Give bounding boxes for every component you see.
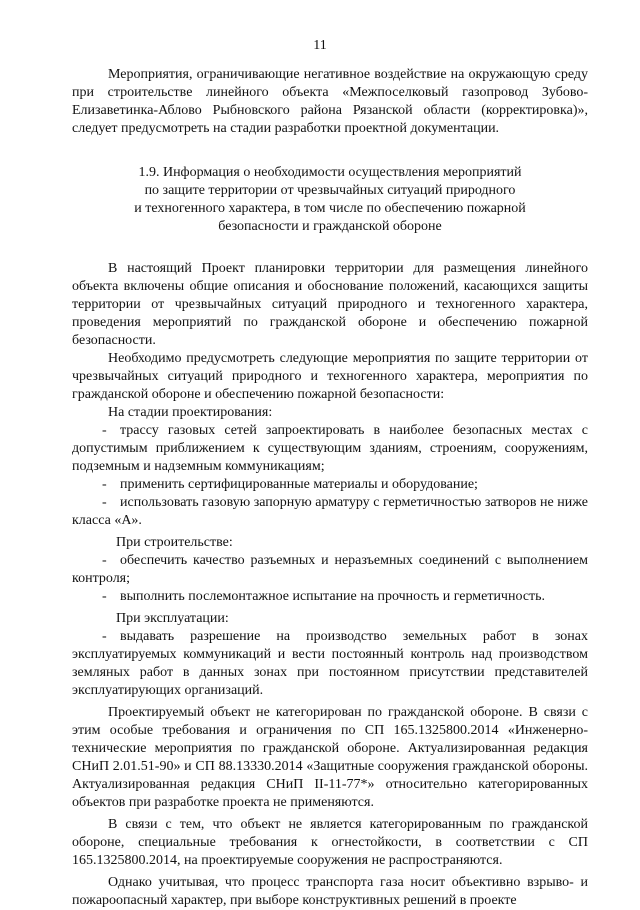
dash-marker: - (102, 477, 107, 492)
dash-marker: - (102, 495, 107, 510)
dash-marker: - (102, 589, 107, 604)
dash-marker: - (102, 629, 107, 644)
heading-line-1: 1.9. Информация о необходимости осуществления мероприятий (138, 165, 522, 180)
construction-item-2 (72, 588, 588, 606)
paragraph-5: Однако учитывая, что процесс транспорта газа носит объективно взрыво- и пожароопасный характер, при выборе конструктивных решений в проекте (72, 875, 588, 908)
paragraph-3: Проектируемый объект не категорирован по гражданской обороне. В связи с этим особые требования и ограничения по СП 165.1325800.2014 «Инженерно-технические мероприятия по гражданской обороне. Актуализированная редакция СНиП 2.01.51-90» и СП 88.13330.2014 «Защитные сооружения гражданской обороны. Актуализированная редакция СНиП II-11-77*» относительно категорированных объектов при разработке проекта не применяются. (72, 705, 588, 810)
operation-item-1 (72, 628, 588, 700)
document-body (72, 66, 588, 910)
construction-item-1-text: обеспечить качество разъемных и неразъемных соединений с выполнением контроля; (72, 553, 588, 586)
operation-stage-label: При эксплуатации: (116, 611, 229, 626)
design-item-1-text: трассу газовых сетей запроектировать в наиболее безопасных местах с допустимым приближением к существующим зданиям, строениям, сооружениям, подземным и надземным коммуникациям; (72, 423, 588, 474)
dash-marker: - (102, 423, 107, 438)
design-item-2-text: применить сертифицированные материалы и оборудование; (120, 477, 478, 492)
heading-line-2: по защите территории от чрезвычайных ситуаций природного (144, 183, 516, 198)
heading-line-3: и техногенного характера, в том числе по обеспечению пожарной (134, 201, 526, 216)
design-item-3-text: использовать газовую запорную арматуру с герметичностью затворов не ниже класса «А». (72, 495, 588, 528)
section-heading (72, 164, 588, 236)
paragraph-4: В связи с тем, что объект не является категорированным по гражданской обороне, специальные требования к огнестойкости, в соответствии с СП 165.1325800.2014, на проектируемые сооружения не распространяются. (72, 817, 588, 868)
construction-item-2-text: выполнить послемонтажное испытание на прочность и герметичность. (120, 589, 546, 604)
design-item-1 (72, 422, 588, 476)
paragraph-2: Необходимо предусмотреть следующие мероприятия по защите территории от чрезвычайных ситуаций природного и техногенного характера, мероприятия по гражданской обороне и обеспечению пожарной безопасности: (72, 351, 588, 402)
design-item-2 (72, 476, 588, 494)
operation-item-1-text: выдавать разрешение на производство земельных работ в зонах эксплуатируемых коммуникаций и вести постоянный контроль над производством земляных работ в данных зонах при постоянном присутствии представителей эксплуатирующих организаций. (72, 629, 588, 698)
construction-stage-label: При строительстве: (116, 535, 233, 550)
paragraph-1: В настоящий Проект планировки территории для размещения линейного объекта включены общие описания и обоснование положений, касающихся защиты территории от чрезвычайных ситуаций природного и техногенного характера, проведения мероприятий по гражданской обороне и обеспечению пожарной безопасности. (72, 261, 588, 348)
design-item-3 (72, 494, 588, 530)
heading-line-4: безопасности и гражданской обороне (218, 219, 442, 234)
intro-paragraph: Мероприятия, ограничивающие негативное воздействие на окружающую среду при строительстве линейного объекта «Межпоселковый газопровод Зубово-Елизаветинка-Аблово Рыбновского района Рязанской области (корректировка)», следует предусмотреть на стадии разработки проектной документации. (72, 67, 588, 136)
design-stage-label: На стадии проектирования: (108, 405, 273, 420)
page-number: 11 (313, 38, 327, 53)
construction-item-1 (72, 552, 588, 588)
dash-marker: - (102, 553, 107, 568)
